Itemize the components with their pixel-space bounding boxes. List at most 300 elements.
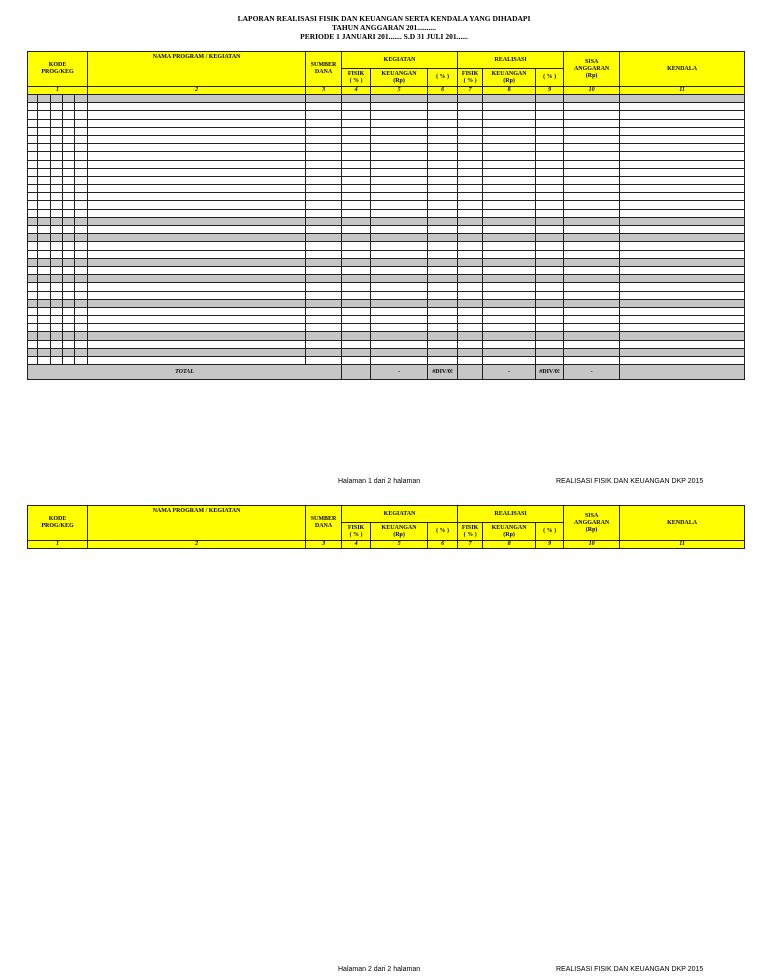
- table-cell: [483, 348, 536, 356]
- table-cell: [306, 283, 342, 291]
- table-cell: [51, 332, 63, 340]
- table-cell: [620, 357, 745, 365]
- table-row: [28, 357, 745, 365]
- table-cell: [564, 340, 620, 348]
- table-cell: [28, 103, 38, 111]
- table-cell: [88, 242, 306, 250]
- table-cell: [620, 348, 745, 356]
- column-number-6: 6: [428, 87, 458, 95]
- column-number-5: 5: [371, 87, 428, 95]
- table-cell: [458, 217, 483, 225]
- table-cell: [342, 291, 371, 299]
- realisasi-fisik-header: FISIK ( % ): [458, 523, 483, 541]
- nama-program-header: NAMA PROGRAM / KEGIATAN: [88, 506, 306, 541]
- table-cell: [88, 324, 306, 332]
- table-cell: [38, 242, 51, 250]
- table-cell: [88, 127, 306, 135]
- table-cell: [620, 307, 745, 315]
- table-cell: [371, 168, 428, 176]
- table-cell: [483, 283, 536, 291]
- kegiatan-percent-header: ( % ): [428, 69, 458, 87]
- table-cell: [63, 127, 75, 135]
- table-cell: [28, 201, 38, 209]
- table-cell: [536, 332, 564, 340]
- table-cell: [88, 275, 306, 283]
- table-cell: [28, 144, 38, 152]
- column-number-11: 11: [620, 541, 745, 549]
- table-row: [28, 258, 745, 266]
- table-cell: [536, 242, 564, 250]
- sumber-dana-header: SUMBER DANA: [306, 506, 342, 541]
- table-row: [28, 275, 745, 283]
- table-cell: [428, 283, 458, 291]
- table-cell: [38, 258, 51, 266]
- table-cell: [620, 168, 745, 176]
- table-cell: [371, 340, 428, 348]
- table-cell: [458, 152, 483, 160]
- column-number-9: 9: [536, 541, 564, 549]
- table-row: [28, 135, 745, 143]
- page-2-footer-page-number: Halaman 2 dari 2 halaman: [338, 966, 421, 973]
- table-cell: [371, 357, 428, 365]
- table-cell: [620, 217, 745, 225]
- column-number-3: 3: [306, 87, 342, 95]
- table-cell: [620, 299, 745, 307]
- table-cell: [483, 144, 536, 152]
- table-cell: [536, 152, 564, 160]
- kode-prog-keg-header: KODE PROG/KEG: [28, 52, 88, 87]
- total-percent-kegiatan: #DIV/0!: [428, 365, 458, 380]
- kegiatan-fisik-header: FISIK ( % ): [342, 69, 371, 87]
- table-cell: [75, 144, 88, 152]
- table-cell: [620, 275, 745, 283]
- table-cell: [306, 127, 342, 135]
- table-cell: [306, 348, 342, 356]
- table-cell: [306, 357, 342, 365]
- table-cell: [458, 193, 483, 201]
- table-cell: [342, 242, 371, 250]
- realisasi-keuangan-header: KEUANGAN (Rp): [483, 523, 536, 541]
- table-cell: [620, 324, 745, 332]
- table-cell: [38, 316, 51, 324]
- table-cell: [75, 299, 88, 307]
- table-cell: [38, 340, 51, 348]
- table-cell: [75, 103, 88, 111]
- table-cell: [620, 160, 745, 168]
- table-cell: [428, 209, 458, 217]
- table-cell: [88, 266, 306, 274]
- table-cell: [536, 324, 564, 332]
- sisa-anggaran-header: SISA ANGGARAN (Rp): [564, 506, 620, 541]
- table-cell: [620, 185, 745, 193]
- table-cell: [458, 103, 483, 111]
- table-cell: [88, 348, 306, 356]
- table-cell: [63, 209, 75, 217]
- table-cell: [483, 201, 536, 209]
- table-row: [28, 316, 745, 324]
- table-cell: [306, 340, 342, 348]
- table-cell: [536, 103, 564, 111]
- table-cell: [458, 357, 483, 365]
- total-sisa-anggaran: -: [564, 365, 620, 380]
- table-cell: [51, 266, 63, 274]
- table-cell: [483, 258, 536, 266]
- table-cell: [564, 242, 620, 250]
- table-row: [28, 95, 745, 103]
- table-cell: [620, 258, 745, 266]
- table-cell: [51, 226, 63, 234]
- table-cell: [306, 316, 342, 324]
- table-cell: [483, 250, 536, 258]
- table-cell: [88, 152, 306, 160]
- table-cell: [306, 176, 342, 184]
- table-cell: [88, 250, 306, 258]
- table-cell: [564, 316, 620, 324]
- table-cell: [28, 111, 38, 119]
- table-cell: [28, 152, 38, 160]
- kegiatan-keuangan-header: KEUANGAN (Rp): [371, 69, 428, 87]
- table-cell: [51, 201, 63, 209]
- table-cell: [483, 332, 536, 340]
- table-cell: [483, 266, 536, 274]
- table-row: [28, 340, 745, 348]
- table-cell: [38, 185, 51, 193]
- table-cell: [371, 119, 428, 127]
- table-cell: [428, 234, 458, 242]
- table-cell: [88, 332, 306, 340]
- table-cell: [564, 266, 620, 274]
- column-number-2: 2: [88, 541, 306, 549]
- table-cell: [483, 176, 536, 184]
- table-cell: [620, 193, 745, 201]
- table-cell: [306, 275, 342, 283]
- table-cell: [342, 201, 371, 209]
- table-cell: [75, 234, 88, 242]
- table-cell: [51, 340, 63, 348]
- table-cell: [458, 185, 483, 193]
- table-cell: [483, 324, 536, 332]
- table-cell: [536, 127, 564, 135]
- table-cell: [51, 283, 63, 291]
- table-cell: [564, 103, 620, 111]
- table-cell: [51, 250, 63, 258]
- table-cell: [564, 250, 620, 258]
- table-row: [28, 332, 745, 340]
- table-row: [28, 111, 745, 119]
- table-cell: [536, 217, 564, 225]
- table-cell: [306, 266, 342, 274]
- table-cell: [38, 332, 51, 340]
- table-cell: [428, 144, 458, 152]
- table-cell: [51, 185, 63, 193]
- column-number-1: 1: [28, 87, 88, 95]
- table-cell: [458, 324, 483, 332]
- table-cell: [88, 103, 306, 111]
- table-cell: [371, 250, 428, 258]
- table-cell: [536, 348, 564, 356]
- table-cell: [458, 119, 483, 127]
- table-cell: [536, 234, 564, 242]
- table-cell: [28, 168, 38, 176]
- table-row: [28, 152, 745, 160]
- table-cell: [88, 160, 306, 168]
- table-cell: [564, 176, 620, 184]
- realisasi-percent-header: ( % ): [536, 523, 564, 541]
- table-cell: [306, 111, 342, 119]
- table-cell: [564, 152, 620, 160]
- table-cell: [483, 234, 536, 242]
- table-cell: [75, 324, 88, 332]
- table-row: [28, 119, 745, 127]
- table-cell: [620, 291, 745, 299]
- table-cell: [88, 258, 306, 266]
- table-cell: [620, 340, 745, 348]
- table-cell: [371, 103, 428, 111]
- column-number-7: 7: [458, 541, 483, 549]
- table-cell: [342, 332, 371, 340]
- table-cell: [483, 226, 536, 234]
- table-cell: [51, 135, 63, 143]
- table-cell: [458, 316, 483, 324]
- table-cell: [564, 95, 620, 103]
- column-number-3: 3: [306, 541, 342, 549]
- table-cell: [63, 160, 75, 168]
- table-cell: [38, 217, 51, 225]
- table-cell: [306, 209, 342, 217]
- table-cell: [564, 357, 620, 365]
- table-cell: [28, 226, 38, 234]
- table-cell: [51, 193, 63, 201]
- kendala-header: KENDALA: [620, 52, 745, 87]
- table-cell: [51, 316, 63, 324]
- realisasi-header: REALISASI: [458, 506, 564, 523]
- table-cell: [51, 307, 63, 315]
- table-cell: [51, 217, 63, 225]
- table-cell: [428, 242, 458, 250]
- table-cell: [88, 209, 306, 217]
- total-fisik-kegiatan: [342, 365, 371, 380]
- table-cell: [306, 95, 342, 103]
- table-cell: [536, 266, 564, 274]
- table-cell: [51, 357, 63, 365]
- table-cell: [620, 95, 745, 103]
- table-cell: [371, 242, 428, 250]
- report-table-page-2: [27, 505, 745, 549]
- table-cell: [371, 193, 428, 201]
- table-cell: [88, 144, 306, 152]
- table-cell: [536, 111, 564, 119]
- table-cell: [28, 307, 38, 315]
- column-number-6: 6: [428, 541, 458, 549]
- table-row: [28, 160, 745, 168]
- table-cell: [75, 95, 88, 103]
- table-cell: [536, 160, 564, 168]
- table-row: [28, 234, 745, 242]
- table-cell: [63, 307, 75, 315]
- table-cell: [63, 201, 75, 209]
- table-cell: [88, 226, 306, 234]
- table-cell: [342, 160, 371, 168]
- table-cell: [75, 201, 88, 209]
- table-cell: [342, 226, 371, 234]
- table-cell: [536, 201, 564, 209]
- table-cell: [536, 291, 564, 299]
- kegiatan-header: KEGIATAN: [342, 52, 458, 69]
- table-cell: [536, 226, 564, 234]
- table-cell: [536, 258, 564, 266]
- table-cell: [75, 185, 88, 193]
- table-cell: [342, 193, 371, 201]
- table-cell: [51, 299, 63, 307]
- table-cell: [458, 176, 483, 184]
- table-cell: [564, 234, 620, 242]
- table-cell: [342, 95, 371, 103]
- table-cell: [28, 299, 38, 307]
- kendala-header: KENDALA: [620, 506, 745, 541]
- table-cell: [63, 217, 75, 225]
- table-cell: [564, 168, 620, 176]
- table-cell: [371, 209, 428, 217]
- table-cell: [483, 340, 536, 348]
- table-cell: [38, 283, 51, 291]
- table-cell: [458, 332, 483, 340]
- table-cell: [63, 234, 75, 242]
- table-cell: [28, 217, 38, 225]
- table-cell: [483, 127, 536, 135]
- column-number-4: 4: [342, 87, 371, 95]
- column-number-10: 10: [564, 87, 620, 95]
- page-2-footer-doc-name: REALISASI FISIK DAN KEUANGAN DKP 2015: [556, 966, 704, 973]
- table-cell: [51, 324, 63, 332]
- table-cell: [342, 283, 371, 291]
- table-cell: [564, 160, 620, 168]
- table-cell: [63, 357, 75, 365]
- table-cell: [620, 209, 745, 217]
- table-cell: [536, 316, 564, 324]
- table-cell: [428, 119, 458, 127]
- table-cell: [28, 266, 38, 274]
- table-cell: [371, 332, 428, 340]
- table-cell: [38, 275, 51, 283]
- table-row: [28, 127, 745, 135]
- table-cell: [88, 217, 306, 225]
- table-cell: [428, 316, 458, 324]
- table-cell: [51, 258, 63, 266]
- table-cell: [63, 176, 75, 184]
- table-row: [28, 250, 745, 258]
- table-cell: [28, 340, 38, 348]
- table-cell: [88, 307, 306, 315]
- total-keuangan-kegiatan: -: [371, 365, 428, 380]
- table-cell: [428, 307, 458, 315]
- table-cell: [75, 332, 88, 340]
- table-row: [28, 144, 745, 152]
- table-cell: [428, 340, 458, 348]
- table-cell: [620, 226, 745, 234]
- table-cell: [536, 299, 564, 307]
- table-cell: [51, 95, 63, 103]
- nama-program-header: NAMA PROGRAM / KEGIATAN: [88, 52, 306, 87]
- total-percent-realisasi: #DIV/0!: [536, 365, 564, 380]
- table-cell: [342, 103, 371, 111]
- table-cell: [28, 275, 38, 283]
- table-cell: [51, 234, 63, 242]
- page-1-footer-page-number: Halaman 1 dari 2 halaman: [338, 478, 421, 485]
- table-cell: [88, 340, 306, 348]
- table-cell: [458, 258, 483, 266]
- table-cell: [428, 95, 458, 103]
- table-row: [28, 176, 745, 184]
- table-cell: [51, 119, 63, 127]
- table-cell: [63, 299, 75, 307]
- table-cell: [371, 283, 428, 291]
- table-cell: [75, 250, 88, 258]
- table-cell: [51, 168, 63, 176]
- table-row: [28, 242, 745, 250]
- table-cell: [306, 299, 342, 307]
- table-cell: [38, 127, 51, 135]
- table-cell: [88, 193, 306, 201]
- table-cell: [458, 201, 483, 209]
- table-cell: [38, 209, 51, 217]
- table-cell: [75, 307, 88, 315]
- table-cell: [28, 242, 38, 250]
- table-cell: [88, 283, 306, 291]
- table-row: [28, 193, 745, 201]
- table-row: [28, 103, 745, 111]
- table-cell: [620, 144, 745, 152]
- table-row: [28, 168, 745, 176]
- table-cell: [342, 250, 371, 258]
- table-cell: [63, 348, 75, 356]
- table-cell: [342, 258, 371, 266]
- table-cell: [88, 316, 306, 324]
- table-cell: [458, 340, 483, 348]
- table-cell: [564, 209, 620, 217]
- table-cell: [458, 348, 483, 356]
- table-cell: [342, 185, 371, 193]
- table-row: [28, 226, 745, 234]
- table-cell: [371, 226, 428, 234]
- table-cell: [483, 357, 536, 365]
- table-cell: [75, 135, 88, 143]
- table-cell: [564, 144, 620, 152]
- table-cell: [88, 119, 306, 127]
- table-cell: [458, 168, 483, 176]
- table-cell: [483, 119, 536, 127]
- table-cell: [458, 250, 483, 258]
- table-cell: [75, 168, 88, 176]
- table-cell: [306, 234, 342, 242]
- table-cell: [306, 332, 342, 340]
- table-cell: [28, 332, 38, 340]
- table-cell: [88, 291, 306, 299]
- table-cell: [564, 258, 620, 266]
- table-cell: [75, 119, 88, 127]
- table-cell: [428, 258, 458, 266]
- table-cell: [63, 152, 75, 160]
- table-cell: [458, 275, 483, 283]
- table-cell: [342, 168, 371, 176]
- table-cell: [428, 201, 458, 209]
- table-cell: [38, 152, 51, 160]
- table-cell: [371, 152, 428, 160]
- table-cell: [75, 193, 88, 201]
- table-cell: [483, 111, 536, 119]
- table-cell: [458, 144, 483, 152]
- report-table-page-1: [27, 51, 745, 380]
- table-cell: [38, 144, 51, 152]
